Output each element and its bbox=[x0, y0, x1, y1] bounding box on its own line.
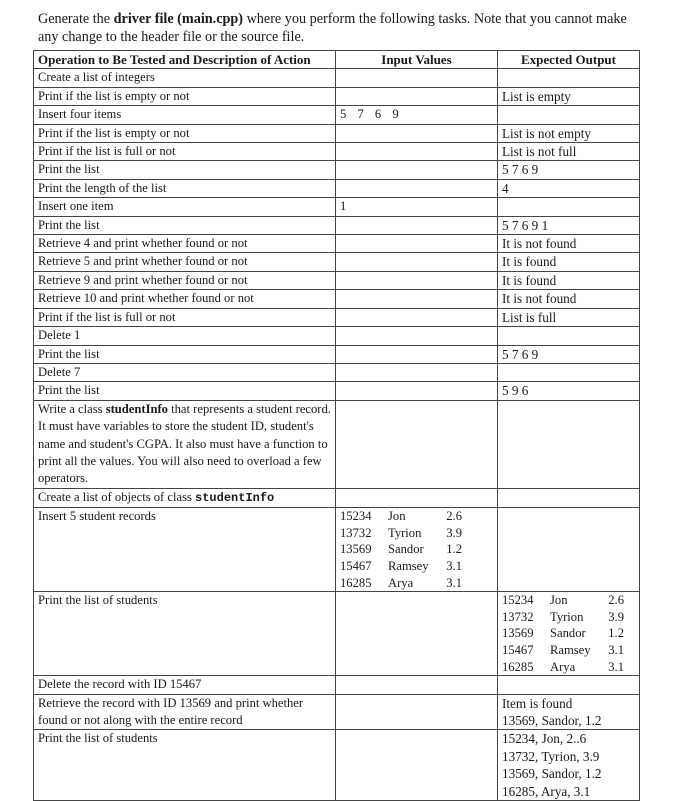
input-cell bbox=[336, 290, 498, 308]
table-row bbox=[34, 382, 640, 400]
operation-cell: Retrieve 4 and print whether found or not bbox=[34, 235, 336, 253]
header-operation: Operation to Be Tested and Description of Action bbox=[34, 51, 336, 69]
operation-cell: Delete 7 bbox=[34, 363, 336, 381]
table-row bbox=[34, 363, 640, 381]
table-row bbox=[34, 106, 640, 124]
class-code: studentInfo bbox=[195, 490, 275, 505]
student-cgpa: 1.2 bbox=[608, 626, 624, 641]
test-cases-table bbox=[33, 50, 640, 801]
operation-cell: Retrieve 5 and print whether found or not bbox=[34, 253, 336, 271]
operation-cell: Print the length of the list bbox=[34, 179, 336, 197]
student-name: Ramsey bbox=[388, 558, 429, 573]
student-id: 15467 bbox=[340, 558, 372, 573]
student-record bbox=[502, 592, 635, 609]
student-record bbox=[502, 609, 635, 626]
student-cgpa: 3.1 bbox=[446, 558, 462, 573]
operation-cell: Print the list bbox=[34, 345, 336, 363]
input-cell bbox=[336, 87, 498, 105]
operation-cell: Print if the list is empty or not bbox=[34, 124, 336, 142]
student-name: Jon bbox=[550, 593, 568, 608]
table-row bbox=[34, 592, 640, 676]
student-name: Sandor bbox=[388, 542, 424, 557]
student-cgpa: 3.1 bbox=[608, 659, 624, 674]
output-cell: List is not empty bbox=[498, 124, 640, 142]
student-name: Tyrion bbox=[550, 609, 584, 624]
students-input-cell bbox=[336, 508, 498, 592]
students-output-cell bbox=[498, 592, 640, 676]
operation-cell: Print the list bbox=[34, 382, 336, 400]
table-row bbox=[34, 235, 640, 253]
input-cell bbox=[336, 382, 498, 400]
header-output: Expected Output bbox=[498, 51, 640, 69]
output-cell: 5 9 6 bbox=[498, 382, 640, 400]
student-id: 13569 bbox=[340, 542, 372, 557]
student-record bbox=[340, 541, 493, 558]
student-cgpa: 3.9 bbox=[608, 609, 624, 624]
student-name: Sandor bbox=[550, 626, 586, 641]
class-name: studentInfo bbox=[105, 401, 168, 416]
student-id: 13569 bbox=[502, 626, 534, 641]
header-input: Input Values bbox=[336, 51, 498, 69]
student-records-output bbox=[502, 592, 635, 675]
student-record bbox=[340, 575, 493, 592]
output-cell bbox=[498, 327, 640, 345]
table-row bbox=[34, 676, 640, 694]
output-cell: List is empty bbox=[498, 87, 640, 105]
output-cell bbox=[498, 69, 640, 87]
table-row bbox=[34, 87, 640, 105]
table-row bbox=[34, 730, 640, 801]
student-id: 16285 bbox=[340, 575, 372, 590]
input-cell bbox=[336, 308, 498, 326]
input-cell bbox=[336, 327, 498, 345]
student-id: 15234 bbox=[502, 593, 534, 608]
student-id: 13732 bbox=[340, 525, 372, 540]
input-cell: 1 bbox=[336, 198, 498, 216]
output-cell: 5 7 6 9 bbox=[498, 161, 640, 179]
operation-cell: Print the list bbox=[34, 161, 336, 179]
student-record bbox=[340, 525, 493, 542]
student-name: Arya bbox=[388, 575, 414, 590]
input-cell bbox=[336, 216, 498, 234]
input-cell bbox=[336, 363, 498, 381]
operation-cell: Retrieve 9 and print whether found or not bbox=[34, 271, 336, 289]
student-id: 16285 bbox=[502, 659, 534, 674]
operation-cell: Retrieve the record with ID 13569 and print whether found or not along with the entire record bbox=[34, 694, 336, 730]
input-cell bbox=[336, 345, 498, 363]
student-id: 13732 bbox=[502, 609, 534, 624]
student-name: Arya bbox=[550, 659, 576, 674]
output-cell: It is found bbox=[498, 253, 640, 271]
student-cgpa: 2.6 bbox=[608, 593, 624, 608]
student-cgpa: 3.1 bbox=[608, 642, 624, 657]
table-row bbox=[34, 400, 640, 488]
operation-cell: Delete 1 bbox=[34, 327, 336, 345]
output-cell: List is not full bbox=[498, 143, 640, 161]
table-row bbox=[34, 161, 640, 179]
output-cell: List is full bbox=[498, 308, 640, 326]
output-cell bbox=[498, 363, 640, 381]
student-id: 15234 bbox=[340, 509, 372, 524]
student-cgpa: 3.1 bbox=[446, 575, 462, 590]
table-row bbox=[34, 69, 640, 87]
input-cell bbox=[336, 271, 498, 289]
input-cell bbox=[336, 124, 498, 142]
student-record bbox=[502, 659, 635, 676]
table-row bbox=[34, 179, 640, 197]
operation-cell: Print if the list is empty or not bbox=[34, 87, 336, 105]
operation-cell: Insert one item bbox=[34, 198, 336, 216]
output-cell: 4 bbox=[498, 179, 640, 197]
operation-cell: Print the list of students bbox=[34, 730, 336, 801]
student-id: 15467 bbox=[502, 642, 534, 657]
retrieve-output-cell: Item is found 13569, Sandor, 1.2 bbox=[498, 694, 640, 730]
simple-rows bbox=[34, 69, 640, 400]
table-row bbox=[34, 488, 640, 507]
output-cell bbox=[498, 106, 640, 124]
student-cgpa: 3.9 bbox=[446, 525, 462, 540]
operation-cell: Print the list of students bbox=[34, 592, 336, 676]
student-record bbox=[502, 625, 635, 642]
table-row bbox=[34, 694, 640, 730]
operation-cell: Delete the record with ID 15467 bbox=[34, 676, 336, 694]
output-cell: It is not found bbox=[498, 290, 640, 308]
instructions-paragraph bbox=[38, 10, 648, 46]
operation-cell: Retrieve 10 and print whether found or not bbox=[34, 290, 336, 308]
output-cell: It is not found bbox=[498, 235, 640, 253]
table-row bbox=[34, 508, 640, 592]
operation-cell: Print the list bbox=[34, 216, 336, 234]
student-records-input bbox=[340, 508, 493, 591]
table-row bbox=[34, 124, 640, 142]
output-cell: 5 7 6 9 1 bbox=[498, 216, 640, 234]
input-cell bbox=[336, 143, 498, 161]
student-rows bbox=[34, 400, 640, 800]
table-row bbox=[34, 198, 640, 216]
table-header-row bbox=[34, 51, 640, 69]
operation-cell: Insert four items bbox=[34, 106, 336, 124]
table-row bbox=[34, 253, 640, 271]
table-row bbox=[34, 216, 640, 234]
student-record bbox=[502, 642, 635, 659]
table-row bbox=[34, 271, 640, 289]
input-cell bbox=[336, 69, 498, 87]
table-row bbox=[34, 308, 640, 326]
class-description-cell: Write a class studentInfo that represents a student record. It must have variables to store the student ID, student's name and student's CGPA. It also must have a function to print all the values. You will also need to overload a few operators. bbox=[34, 400, 336, 488]
student-cgpa: 2.6 bbox=[446, 509, 462, 524]
student-name: Jon bbox=[388, 509, 406, 524]
operation-cell: Create a list of integers bbox=[34, 69, 336, 87]
student-name: Ramsey bbox=[550, 642, 591, 657]
table-row bbox=[34, 143, 640, 161]
create-list-cell: Create a list of objects of class studentInfo bbox=[34, 488, 336, 507]
intro-text: Generate the bbox=[38, 11, 114, 27]
output-cell bbox=[498, 198, 640, 216]
input-cell bbox=[336, 161, 498, 179]
input-cell bbox=[336, 253, 498, 271]
output-cell: 5 7 6 9 bbox=[498, 345, 640, 363]
operation-cell: Print if the list is full or not bbox=[34, 143, 336, 161]
operation-cell: Print if the list is full or not bbox=[34, 308, 336, 326]
final-output-cell: 15234, Jon, 2..6 13732, Tyrion, 3.9 13569, Sandor, 1.2 16285, Arya, 3.1 bbox=[498, 730, 640, 801]
operation-cell: Insert 5 student records bbox=[34, 508, 336, 592]
table-row bbox=[34, 290, 640, 308]
student-name: Tyrion bbox=[388, 525, 422, 540]
intro-bold-filename: driver file (main.cpp) bbox=[113, 11, 244, 27]
intro-text-rest: where you perform the following tasks. Note that you cannot make any change to the header file or the source file. bbox=[38, 11, 627, 45]
student-record bbox=[340, 508, 493, 525]
input-cell: 5 7 6 9 bbox=[336, 106, 498, 124]
input-cell bbox=[336, 235, 498, 253]
student-record bbox=[340, 558, 493, 575]
table-row bbox=[34, 345, 640, 363]
input-cell bbox=[336, 179, 498, 197]
table-row bbox=[34, 327, 640, 345]
student-cgpa: 1.2 bbox=[446, 542, 462, 557]
output-cell: It is found bbox=[498, 271, 640, 289]
